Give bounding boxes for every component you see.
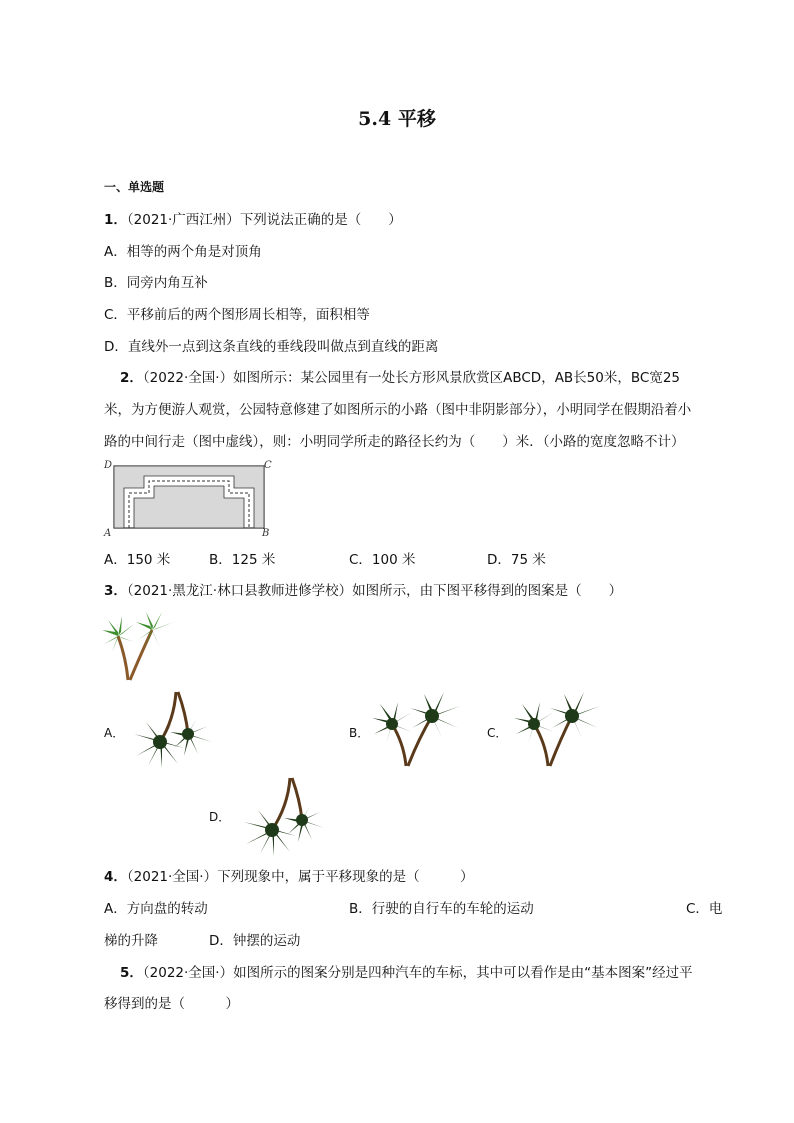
q3-option-a-image[interactable]: [124, 690, 214, 770]
label-a: A: [104, 528, 112, 539]
q1-option-b[interactable]: B．同旁内角互补: [104, 275, 208, 291]
question-4: [104, 865, 474, 885]
q3-option-b-label[interactable]: B．: [349, 726, 370, 740]
label-c: C: [264, 460, 272, 471]
q1-option-d[interactable]: D．直线外一点到这条直线的垂线段叫做点到直线的距离: [104, 339, 439, 355]
question-stem-line3: 路的中间行走（图中虚线），则：小明同学所走的路径长约为（ ）米．（小路的宽度忽略不计）: [104, 434, 685, 450]
question-5: [120, 961, 693, 981]
question-source: （2022·全国·）: [142, 965, 234, 981]
question-number: 5．: [120, 965, 143, 981]
section-heading: 一、单选题: [104, 180, 165, 194]
q2-option-a[interactable]: A．150 米: [104, 552, 171, 568]
q4-option-c-end[interactable]: 梯的升降: [104, 933, 158, 949]
question-number: 3．: [104, 583, 127, 599]
question-source: （2021·广西江州）: [126, 212, 240, 228]
question-2: [120, 366, 680, 386]
q3-option-c-image[interactable]: [508, 688, 600, 770]
question-stem: 如图所示，由下图平移得到的图案是（ ）: [352, 583, 623, 599]
question-stem-line2: 米，为方便游人观赏，公园特意修建了如图所示的小路（图中非阴影部分），小明同学在假期沿着小: [104, 402, 692, 418]
park-figure: [104, 458, 274, 538]
question-stem-line1: 如图所示：某公园里有一处长方形风景欣赏区ABCD，AB长50米，BC宽25: [233, 370, 680, 386]
question-source: （2022·全国·）: [142, 370, 234, 386]
question-number: 4．: [104, 869, 127, 885]
q3-option-d-image[interactable]: [232, 776, 324, 856]
q3-option-b-image[interactable]: [370, 688, 462, 770]
palm-tree-reference-image: [100, 608, 176, 684]
page-title: 5.4 平移: [358, 108, 436, 130]
question-1: [104, 208, 402, 228]
question-source: （2021·全国·）: [126, 869, 218, 885]
question-stem-line2: 移得到的是（ ）: [104, 996, 239, 1012]
question-3: [104, 579, 622, 599]
question-stem: 下列说法正确的是（ ）: [239, 212, 402, 228]
q4-option-d[interactable]: D．钟摆的运动: [209, 933, 301, 949]
question-stem-line1: 如图所示的图案分别是四种汽车的车标，其中可以看作是由“基本图案”经过平: [233, 965, 693, 981]
q2-option-b[interactable]: B．125 米: [209, 552, 276, 568]
q2-option-c[interactable]: C．100 米: [349, 552, 416, 568]
q4-option-a[interactable]: A．方向盘的转动: [104, 901, 208, 917]
q3-option-d-label[interactable]: D．: [209, 810, 231, 824]
label-d: D: [104, 460, 113, 471]
question-source: （2021·黑龙江·林口县教师进修学校）: [126, 583, 353, 599]
q3-option-c-label[interactable]: C．: [487, 726, 508, 740]
question-number: 1．: [104, 212, 127, 228]
q4-option-c-start[interactable]: C．电: [686, 901, 723, 917]
q2-option-d[interactable]: D．75 米: [487, 552, 546, 568]
q4-option-b[interactable]: B．行驶的自行车的车轮的运动: [349, 901, 534, 917]
question-number: 2．: [120, 370, 143, 386]
q1-option-a[interactable]: A．相等的两个角是对顶角: [104, 244, 262, 260]
q3-option-a-label[interactable]: A．: [104, 726, 125, 740]
label-b: B: [262, 528, 270, 539]
q1-option-c[interactable]: C．平移前后的两个图形周长相等，面积相等: [104, 307, 370, 323]
question-stem: 下列现象中，属于平移现象的是（ ）: [217, 869, 474, 885]
